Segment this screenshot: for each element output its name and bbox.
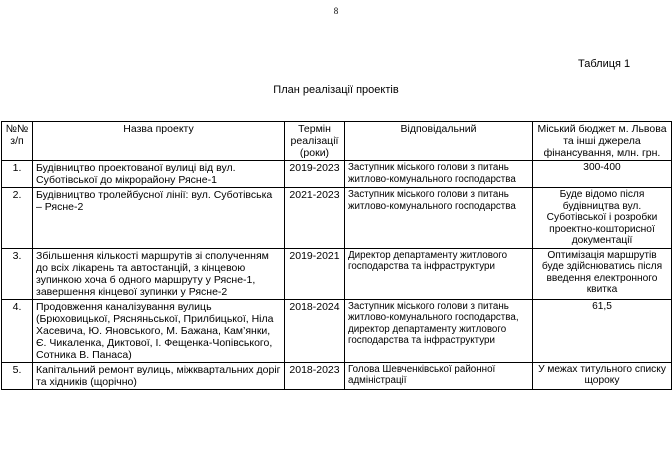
row-project-name: Будівництво проектованої вулиці від вул. Суботівської до мікрорайону Рясне-1 <box>33 161 285 188</box>
row-responsible: Заступник міського голови з питань житлово-комунального господарства, директор департаменту житлового господарства та інфраструктури <box>345 299 533 362</box>
row-responsible: Заступник міського голови з питань житлово-комунального господарства <box>345 161 533 188</box>
header-project-name: Назва проекту <box>33 122 285 161</box>
row-term: 2018-2024 <box>285 299 345 362</box>
row-responsible: Директор департаменту житлового господарства та інфраструктури <box>345 248 533 299</box>
table-row <box>2 188 672 249</box>
table-label: Таблиця 1 <box>578 58 631 70</box>
table-row <box>2 299 672 362</box>
table-header-row <box>2 122 672 161</box>
row-number: 4. <box>2 299 33 362</box>
row-budget: 61,5 <box>533 299 672 362</box>
row-project-name: Продовження каналізування вулиць (Брюховицької, Рясняньської, Прилбицької, Ніла Хасевича, Ю. Яновського, М. Бажана, Кам’янки, Є. Чикаленка, Диктової, І. Фещенка-Чопівського, Сотника В. Панаса) <box>33 299 285 362</box>
row-number: 1. <box>2 161 33 188</box>
row-project-name: Збільшення кількості маршрутів зі сполученням до всіх лікарень та автостанцій, з кінцевою зупинкою хоча б одного маршруту у Рясне-1, завершення кінцевої зупинки у Рясне-2 <box>33 248 285 299</box>
header-responsible: Відповідальний <box>345 122 533 161</box>
table-row <box>2 161 672 188</box>
row-term: 2018-2023 <box>285 362 345 389</box>
document-title <box>0 84 672 96</box>
table-row <box>2 362 672 389</box>
row-project-name: Будівництво тролейбусної лінії: вул. Суботівська – Рясне-2 <box>33 188 285 249</box>
row-term: 2019-2021 <box>285 248 345 299</box>
row-number: 3. <box>2 248 33 299</box>
page-number: 8 <box>333 6 339 16</box>
row-responsible: Заступник міського голови з питань житлово-комунального господарства <box>345 188 533 249</box>
row-number: 2. <box>2 188 33 249</box>
row-budget: У межах титульного списку щороку <box>533 362 672 389</box>
row-number: 5. <box>2 362 33 389</box>
row-budget: Оптимізація маршрутів буде здійснюватись після введення електронного квитка <box>533 248 672 299</box>
row-project-name: Капітальний ремонт вулиць, міжквартальних доріг та хідників (щорічно) <box>33 362 285 389</box>
header-number: №№ з/п <box>2 122 33 161</box>
row-budget: 300-400 <box>533 161 672 188</box>
projects-table <box>1 121 672 390</box>
header-budget: Міський бюджет м. Львова та інші джерела фінансування, млн. грн. <box>533 122 672 161</box>
table-row <box>2 248 672 299</box>
row-term: 2021-2023 <box>285 188 345 249</box>
header-term: Термін реалізації (роки) <box>285 122 345 161</box>
row-term: 2019-2023 <box>285 161 345 188</box>
document-title-text: План реалізації проектів <box>273 84 399 96</box>
row-budget: Буде відомо після будівництва вул. Суботівської і розробки проектно-кошторисної документації <box>533 188 672 249</box>
row-responsible: Голова Шевченківської районної адміністрації <box>345 362 533 389</box>
